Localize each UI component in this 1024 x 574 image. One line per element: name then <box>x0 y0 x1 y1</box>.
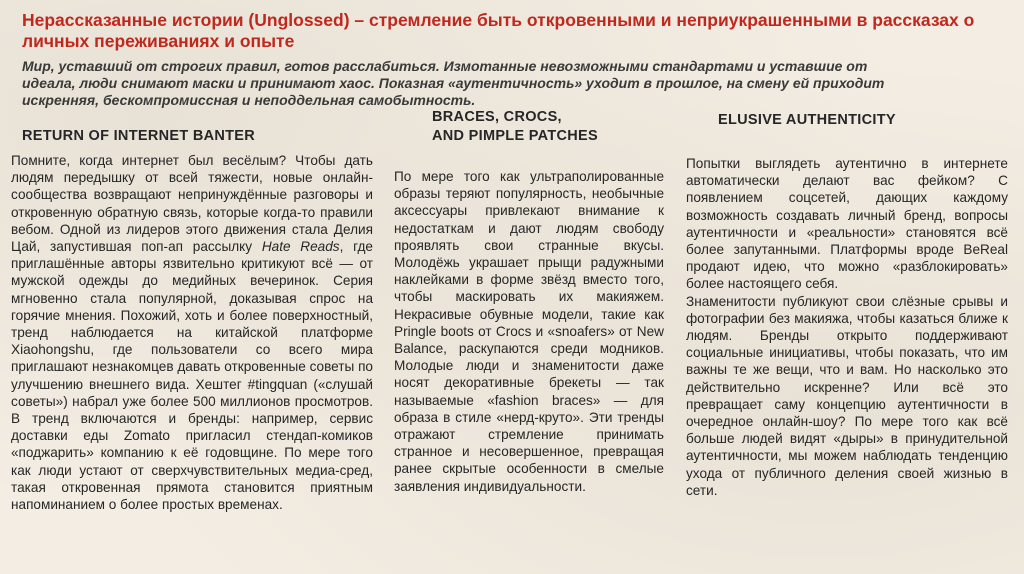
column-1-text-before: Помните, когда интернет был весёлым? Чтобы дать людям передышку от всей тяжести, новые онлайн-сообщества возвращают непринуждённые разговоры и откровенную обратную связь, которые когда-то правили вебом. Одной из лидеров этого движения стала Делия Цай, запустившая поп-ап рассылку <box>11 153 373 255</box>
column-1-text <box>11 152 373 513</box>
column-2-text: По мере того как ультраполированные образы теряют популярность, необычные аксессуары привлекают внимание к недостаткам и дают людям свободу проявлять свои странные вкусы. Молодёжь украшает прыщи радужными наклейками в форме звёзд вместо того, чтобы маскировать их макияжем. Некрасивые обувные модели, такие как Pringle boots от Crocs и «snoafers» от New Balance, раскупаются среди модников. Молодые люди и знаменитости даже носят декоративные брекеты — так называемые «fashion braces» — для образа в стиле «нерд-круто». Эти тренды отражают стремление принимать странное и несовершенное, превращая ранее скрытые особенности в смелые заявления индивидуальности. <box>394 169 664 494</box>
title-rest: – стремление быть откровенными и неприукрашенными в рассказах о личных переживаниях и опыте <box>22 10 975 51</box>
slide-title <box>22 10 982 52</box>
column-3-paragraph-2: Знаменитости публикуют свои слёзные срывы и фотографии без макияжа, чтобы казаться ближе к людям. Бренды открыто поддерживают социальные инициативы, чтобы показать, что им важны те же вещи, что и вам. Но насколько это действительно искренне? Или всё это превращает саму концепцию аутентичности в очередное онлайн-шоу? По мере того как всё больше людей видят «дыры» в принудительной аутентичности, мы можем наблюдать тенденцию ухода от публичного деления своей жизнью в сети. <box>686 293 1008 498</box>
column-1-text-italic: Hate Reads <box>261 239 340 255</box>
title-bold: Нерассказанные истории (Unglossed) <box>22 10 350 30</box>
column-3-heading: ELUSIVE AUTHENTICITY <box>718 112 896 128</box>
column-2-heading <box>432 108 598 146</box>
column-1-heading: RETURN OF INTERNET BANTER <box>22 128 256 144</box>
column-2-heading-line1: BRACES, CROCS, <box>432 109 562 125</box>
column-1-text-after: , где приглашённые авторы язвительно критикуют всё — от мужской одежды до медийных вечеринок. Серия мгновенно стала популярной, доказывая спрос на горячие мнения. Похожий, хоть и более поверхностный, тренд наблюдается на китайской платформе Xiaohongshu, где пользователи со всего мира приглашают незнакомцев давать откровенные советы по улучшению внешнего вида. Хештег #tingquan («слушай советы») набрал уже более 500 миллионов просмотров. В тренд включаются и бренды: например, сервис доставки еды Zomato пригласил стендап-комиков «поджарить» компанию к её годовщине. По мере того как люди устают от сверхчувствительных медиа-сред, такая откровенная прямота становится приятным напоминанием о более простых временах. <box>11 239 373 513</box>
column-3-text <box>686 155 1008 499</box>
intro-text: Мир, уставший от строгих правил, готов расслабиться. Измотанные невозможными стандартами и уставшие от идеала, люди снимают маски и принимают хаос. Показная «аутентичность» уходит в прошлое, на смену ей приходит искренняя, бескомпромиссная и неподдельная самобытность. <box>22 58 885 108</box>
column-3-paragraph-1: Попытки выглядеть аутентично в интернете автоматически делают вас фейком? С появлением соцсетей, дающих каждому возможность создавать личный бренд, вопросы аутентичности и «реальности» становятся всё более запутанными. Платформы вроде BeReal продают идею, что можно «разблокировать» более настоящего себя. <box>686 156 1008 292</box>
column-2-heading-line2: AND PIMPLE PATCHES <box>432 128 598 144</box>
